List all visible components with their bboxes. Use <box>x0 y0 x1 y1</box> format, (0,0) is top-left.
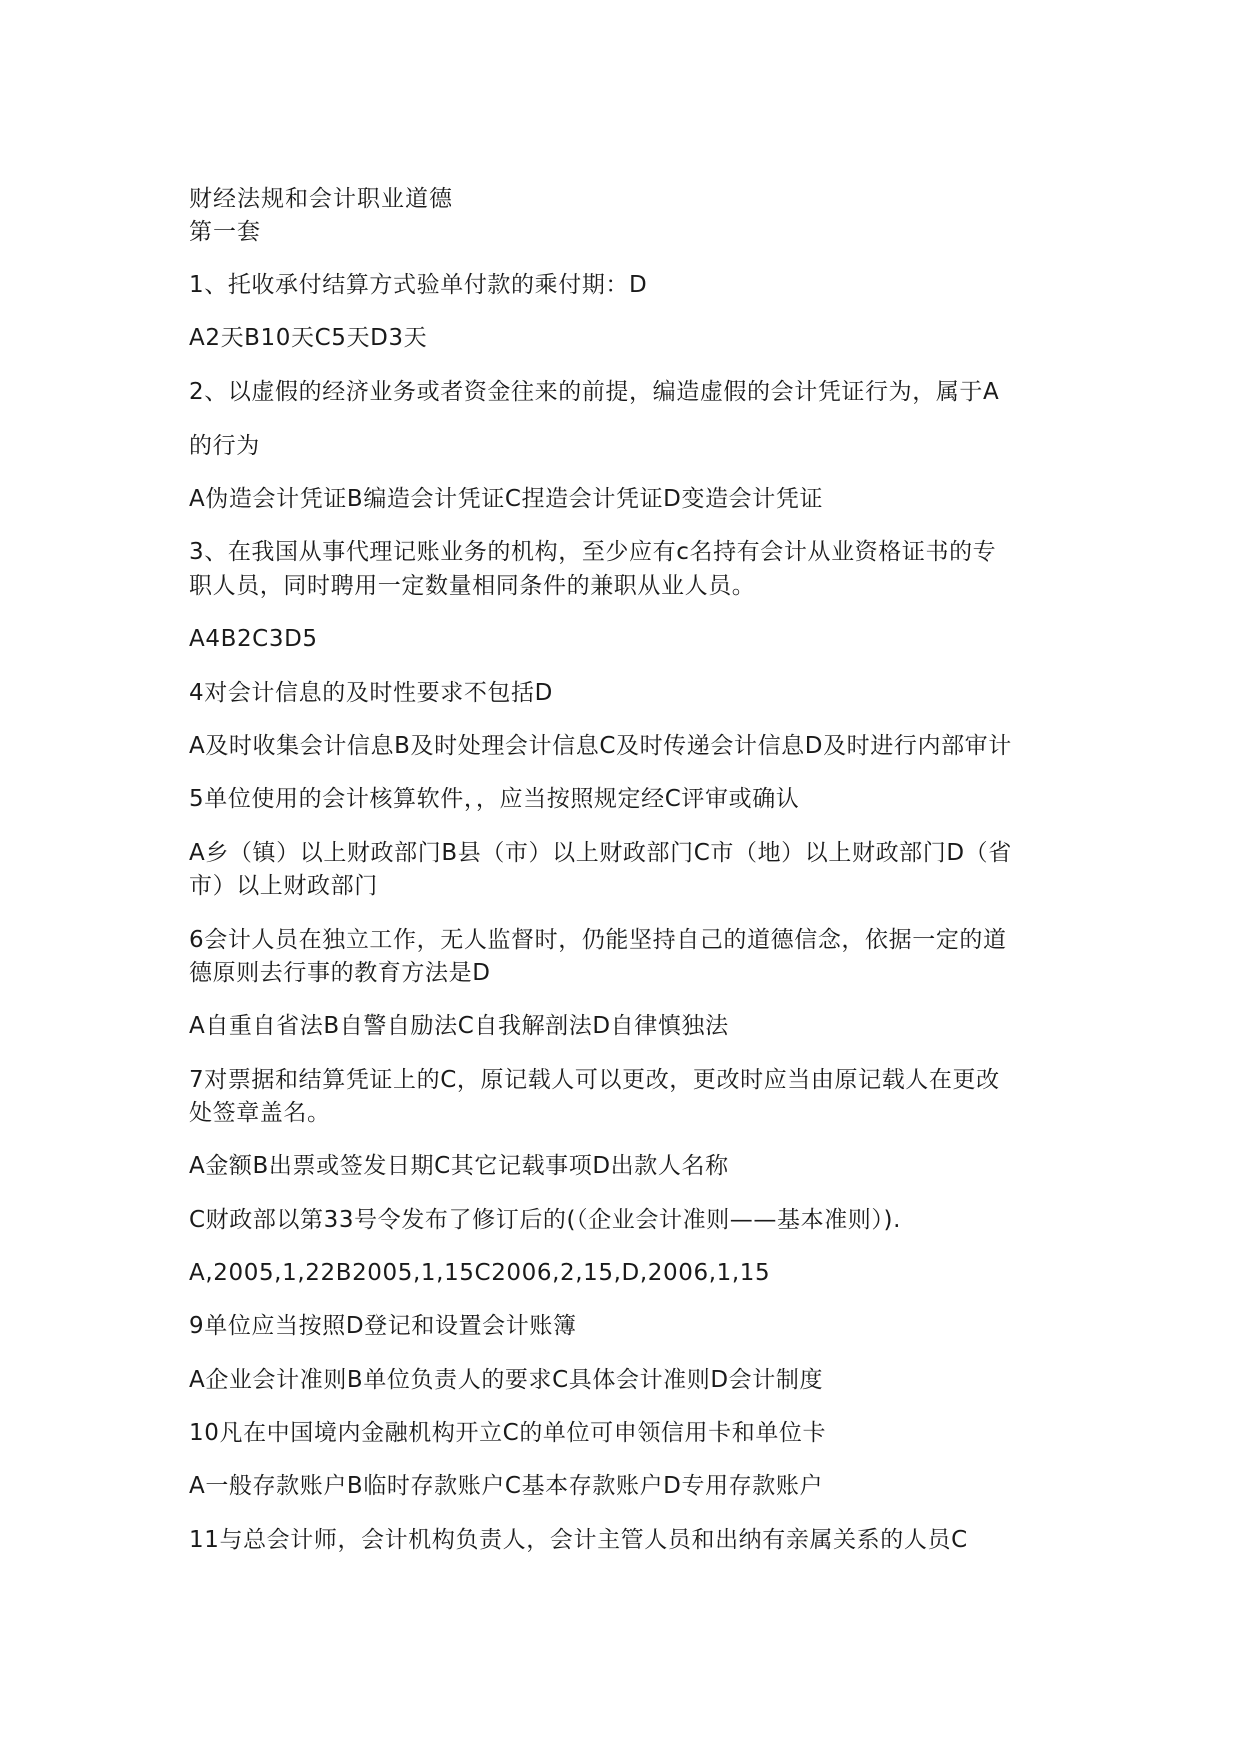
options-1: A2天B10天C5天D3天 <box>189 325 428 351</box>
question-6-cont: 德原则去行事的教育方法是D <box>189 960 491 986</box>
question-7-cont: 处签章盖名。 <box>189 1100 331 1126</box>
document-subtitle: 第一套 <box>189 219 261 245</box>
question-7: 7对票据和结算凭证上的C，原记载人可以更改，更改时应当由原记载人在更改 <box>189 1067 1000 1093</box>
question-5: 5单位使用的会计核算软件，，应当按照规定经C评审或确认 <box>189 786 800 812</box>
options-5-cont: 市）以上财政部门 <box>189 873 378 899</box>
options-5: A乡（镇）以上财政部门B县（市）以上财政部门C市（地）以上财政部门D（省 <box>189 840 1012 866</box>
options-10: A一般存款账户B临时存款账户C基本存款账户D专用存款账户 <box>189 1473 824 1499</box>
question-2: 2、以虚假的经济业务或者资金往来的前提，编造虚假的会计凭证行为，属于A <box>189 379 1000 405</box>
question-2-cont: 的行为 <box>189 433 260 459</box>
question-9: 9单位应当按照D登记和设置会计账簿 <box>189 1313 577 1339</box>
question-11: 11与总会计师，会计机构负责人，会计主管人员和出纳有亲属关系的人员C <box>189 1527 968 1553</box>
options-2: A伪造会计凭证B编造会计凭证C捏造会计凭证D变造会计凭证 <box>189 486 824 512</box>
question-3: 3、在我国从事代理记账业务的机构，至少应有c名持有会计从业资格证书的专 <box>189 539 997 565</box>
options-4: A及时收集会计信息B及时处理会计信息C及时传递会计信息D及时进行内部审计 <box>189 733 1012 759</box>
options-6: A自重自省法B自警自励法C自我解剖法D自律慎独法 <box>189 1013 729 1039</box>
question-8: C财政部以第33号令发布了修订后的(（企业会计准则——基本准则）). <box>189 1207 901 1233</box>
question-1: 1、托收承付结算方式验单付款的乘付期：D <box>189 272 648 298</box>
options-7: A金额B出票或签发日期C其它记载事项D出款人名称 <box>189 1153 729 1179</box>
document-title: 财经法规和会计职业道德 <box>189 186 453 212</box>
question-4: 4对会计信息的及时性要求不包括D <box>189 680 553 706</box>
question-3-cont: 职人员，同时聘用一定数量相同条件的兼职从业人员。 <box>189 573 756 599</box>
options-3: A4B2C3D5 <box>189 626 318 652</box>
question-10: 10凡在中国境内金融机构开立C的单位可申领信用卡和单位卡 <box>189 1420 827 1446</box>
question-6: 6会计人员在独立工作，无人监督时，仍能坚持自己的道德信念，依据一定的道 <box>189 927 1007 953</box>
options-8: A,2005,1,22B2005,1,15C2006,2,15,D,2006,1,15 <box>189 1260 771 1286</box>
options-9: A企业会计准则B单位负责人的要求C具体会计准则D会计制度 <box>189 1367 824 1393</box>
